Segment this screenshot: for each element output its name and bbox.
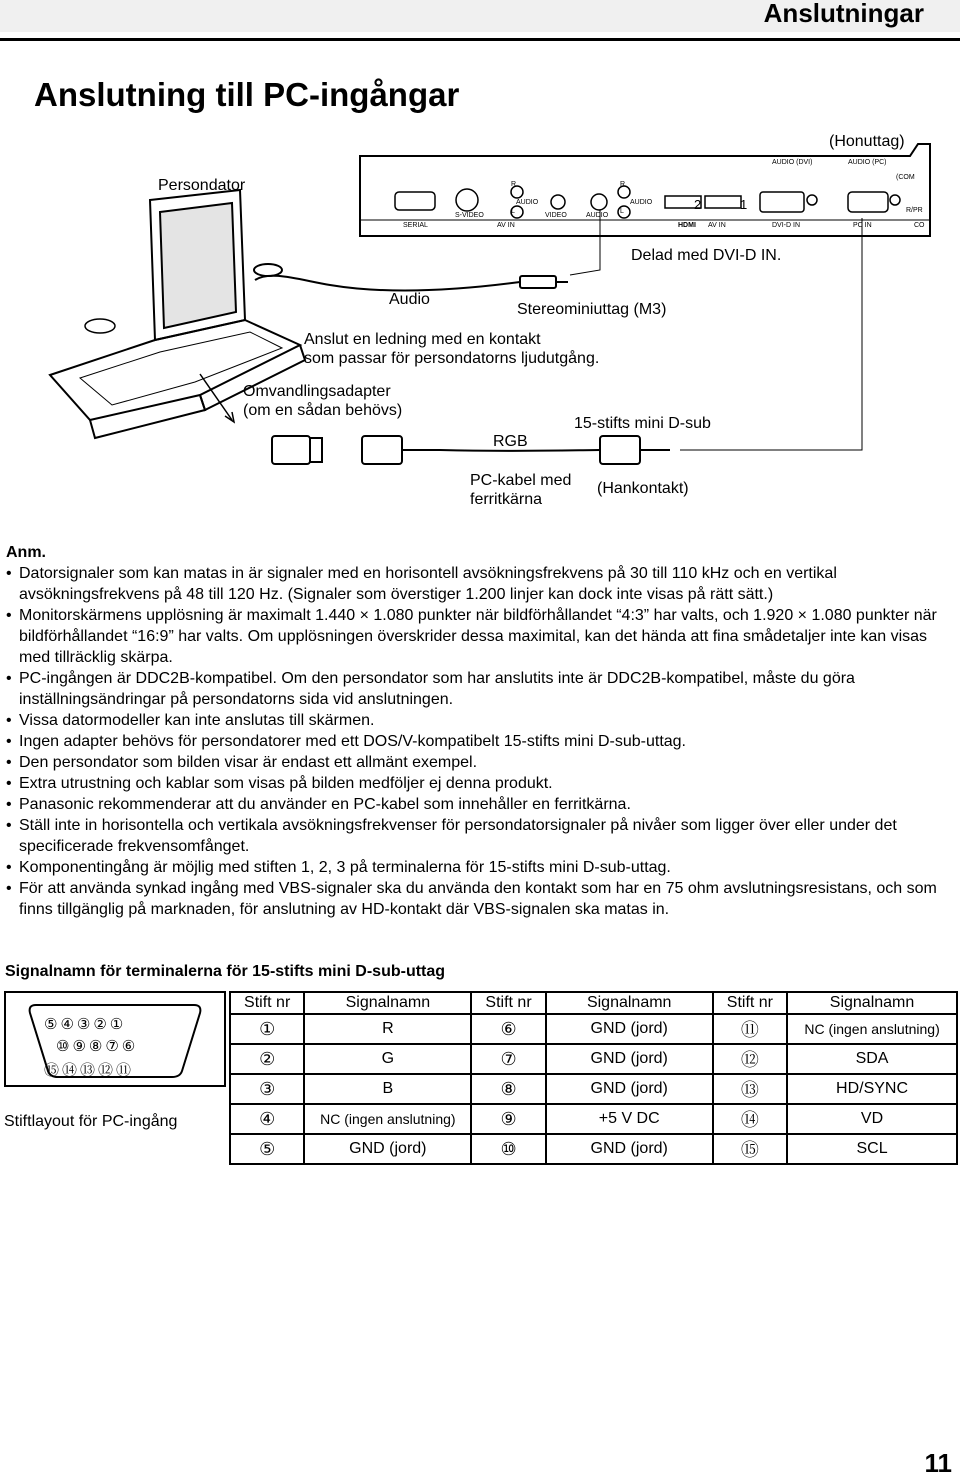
col-pin: Stift nr [713, 992, 787, 1014]
panel-port-2: 2 [694, 197, 702, 212]
note-item: • PC-ingången är DDC2B-kompatibel. Om den persondator som har anslutits inte är DDC2B-kompatibel, måste du göra inställningsändringar på persondatorns sida vid anslutningen. [6, 668, 956, 710]
pin-section-heading: Signalnamn för terminalerna för 15-stifts mini D-sub-uttag [5, 963, 446, 980]
note-item: • Panasonic rekommenderar att du använder en PC-kabel som innehåller en ferritkärna. [6, 794, 956, 815]
note-item: • Datorsignaler som kan matas in är signaler med en horisontell avsökningsfrekvens på 30 till 110 kHz och en vertikal avsökningsfrekvens på 48 till 120 Hz. (Signaler som överstiger 1.200 linjer kan dock inte visas på rätt sätt.) [6, 563, 956, 605]
note-item: • Ställ inte in horisontella och vertikala avsökningsfrekvenser för persondatorsignaler på nivåer som ligger över eller under det specificerade frekvensomfånget. [6, 815, 956, 857]
table-row [230, 1044, 957, 1074]
connection-diagram [0, 120, 960, 520]
signal-name: HD/SYNC [787, 1074, 957, 1104]
col-pin: Stift nr [230, 992, 304, 1014]
pin-layout-box [4, 991, 226, 1087]
table-row [230, 1104, 957, 1134]
table-row [230, 1074, 957, 1104]
pin-layout-caption: Stiftlayout för PC-ingång [4, 1113, 178, 1130]
pin-row-1: ⑤④③②① [44, 1015, 127, 1033]
page-title: Anslutning till PC-ingångar [34, 76, 460, 113]
note-item: • Extra utrustning och kablar som visas på bilden medföljer ej denna produkt. [6, 773, 956, 794]
rear-panel [360, 144, 930, 236]
panel-audio-dvi: AUDIO (DVI) [772, 159, 813, 166]
panel-l-2: L [620, 208, 624, 215]
rgb-label: RGB [493, 433, 528, 450]
col-signal: Signalnamn [787, 992, 957, 1014]
display-label: (Honuttag) [829, 133, 905, 150]
note-item: • Ingen adapter behövs för persondatorer med ett DOS/V-kompatibelt 15-stifts mini D-sub-uttag. [6, 731, 956, 752]
panel-audio-1: AUDIO [516, 199, 539, 206]
col-signal: Signalnamn [546, 992, 713, 1014]
pin-number: ⑪ [713, 1014, 787, 1044]
panel-audio-2: AUDIO [586, 212, 609, 219]
header-rule [0, 38, 960, 41]
signal-name: VD [787, 1104, 957, 1134]
table-row [230, 1014, 957, 1044]
panel-hdmi: HDMI [678, 222, 696, 229]
signal-name: +5 V DC [546, 1104, 713, 1134]
panel-comp: (COM [896, 174, 915, 181]
male-connector-label: (Hankontakt) [597, 480, 689, 497]
signal-name: GND (jord) [546, 1014, 713, 1044]
pin-number: ⑬ [713, 1074, 787, 1104]
adapter-label-2: (om en sådan behövs) [243, 402, 403, 419]
signal-name: SCL [787, 1134, 957, 1164]
section-title: Anslutningar [763, 0, 924, 28]
signal-table [229, 991, 958, 1165]
diagram-art [0, 120, 960, 520]
note-item: • Komponentingång är möjlig med stiften 1, 2, 3 på terminalerna för 15-stifts mini D-sub-uttag. [6, 857, 956, 878]
audio-note-2: som passar för persondatorns ljudutgång. [304, 350, 600, 367]
panel-serial: SERIAL [403, 222, 428, 229]
col-signal: Signalnamn [304, 992, 471, 1014]
signal-name: SDA [787, 1044, 957, 1074]
pc-label: Persondator [158, 177, 246, 194]
col-pin: Stift nr [471, 992, 545, 1014]
pin-number: ④ [230, 1104, 304, 1134]
signal-name: GND (jord) [304, 1134, 471, 1164]
pin-number: ② [230, 1044, 304, 1074]
panel-l-1: L [511, 208, 515, 215]
signal-name: R [304, 1014, 471, 1044]
note-item: • För att använda synkad ingång med VBS-signaler ska du använda den kontakt som har en 75 ohm avslutningsresistans, och som finns tillgänglig på marknaden, för anslutning av HD-kontakt där VBS-signalen ska matas in. [6, 878, 956, 920]
page-number: 11 [924, 1448, 952, 1478]
adapter-label-1: Omvandlingsadapter [243, 383, 391, 400]
pin-number: ⑭ [713, 1104, 787, 1134]
panel-video: VIDEO [545, 212, 567, 219]
panel-av-in-2: AV IN [708, 222, 726, 229]
pin-number: ⑧ [471, 1074, 545, 1104]
note-item: • Monitorskärmens upplösning är maximalt 1.440 × 1.080 punkter när bildförhållandet “4:3” har valts, och 1.920 × 1.080 punkter när bildförhållandet “16:9” har valts. Om upplösningen överskrider dessa maximital, kan det hända att fina smådetaljer inte kan visas med tillräcklig skärpa. [6, 605, 956, 668]
table-header-row [230, 992, 957, 1014]
note-item: • Den persondator som bilden visar är endast ett allmänt exempel. [6, 752, 956, 773]
note-item: • Vissa datormodeller kan inte anslutas till skärmen. [6, 710, 956, 731]
signal-name: GND (jord) [546, 1134, 713, 1164]
cable-label-2: ferritkärna [470, 491, 543, 508]
stereo-jack-label: Stereominiuttag (M3) [517, 301, 667, 318]
panel-rpr: R/PR [906, 207, 923, 214]
pin-number: ⑫ [713, 1044, 787, 1074]
panel-r-1: R [511, 181, 517, 188]
pin-number: ⑨ [471, 1104, 545, 1134]
pin-row-3: ⑮⑭⑬⑫⑪ [44, 1061, 135, 1079]
signal-name: B [304, 1074, 471, 1104]
pin-number: ⑦ [471, 1044, 545, 1074]
signal-name: GND (jord) [546, 1044, 713, 1074]
panel-audio-3: AUDIO [630, 199, 653, 206]
panel-r-2: R [620, 181, 626, 188]
dsub-label: 15-stifts mini D-sub [574, 415, 711, 432]
pin-number: ⑮ [713, 1134, 787, 1164]
signal-name: G [304, 1044, 471, 1074]
notes-list [6, 563, 956, 920]
panel-pc-in: PC IN [853, 222, 872, 229]
audio-label: Audio [389, 291, 430, 308]
table-row [230, 1134, 957, 1164]
notes-title: Anm. [6, 544, 46, 561]
pin-number: ⑥ [471, 1014, 545, 1044]
audio-note-1: Anslut en ledning med en kontakt [304, 331, 541, 348]
signal-name: NC (ingen anslutning) [787, 1014, 957, 1044]
pin-number: ① [230, 1014, 304, 1044]
panel-svideo: S-VIDEO [455, 212, 484, 219]
shared-dvi-note: Delad med DVI-D IN. [631, 247, 782, 264]
pin-number: ⑤ [230, 1134, 304, 1164]
pin-row-2: ⑩⑨⑧⑦⑥ [56, 1037, 139, 1055]
panel-co: CO [914, 222, 925, 229]
notes-section [6, 542, 956, 920]
panel-port-1: 1 [740, 197, 748, 212]
signal-name: GND (jord) [546, 1074, 713, 1104]
signal-name: NC (ingen anslutning) [304, 1104, 471, 1134]
pin-number: ③ [230, 1074, 304, 1104]
pin-number: ⑩ [471, 1134, 545, 1164]
panel-audio-pc: AUDIO (PC) [848, 159, 887, 166]
panel-av-in-1: AV IN [497, 222, 515, 229]
cable-label-1: PC-kabel med [470, 472, 572, 489]
panel-dvi-in: DVI-D IN [772, 222, 800, 229]
